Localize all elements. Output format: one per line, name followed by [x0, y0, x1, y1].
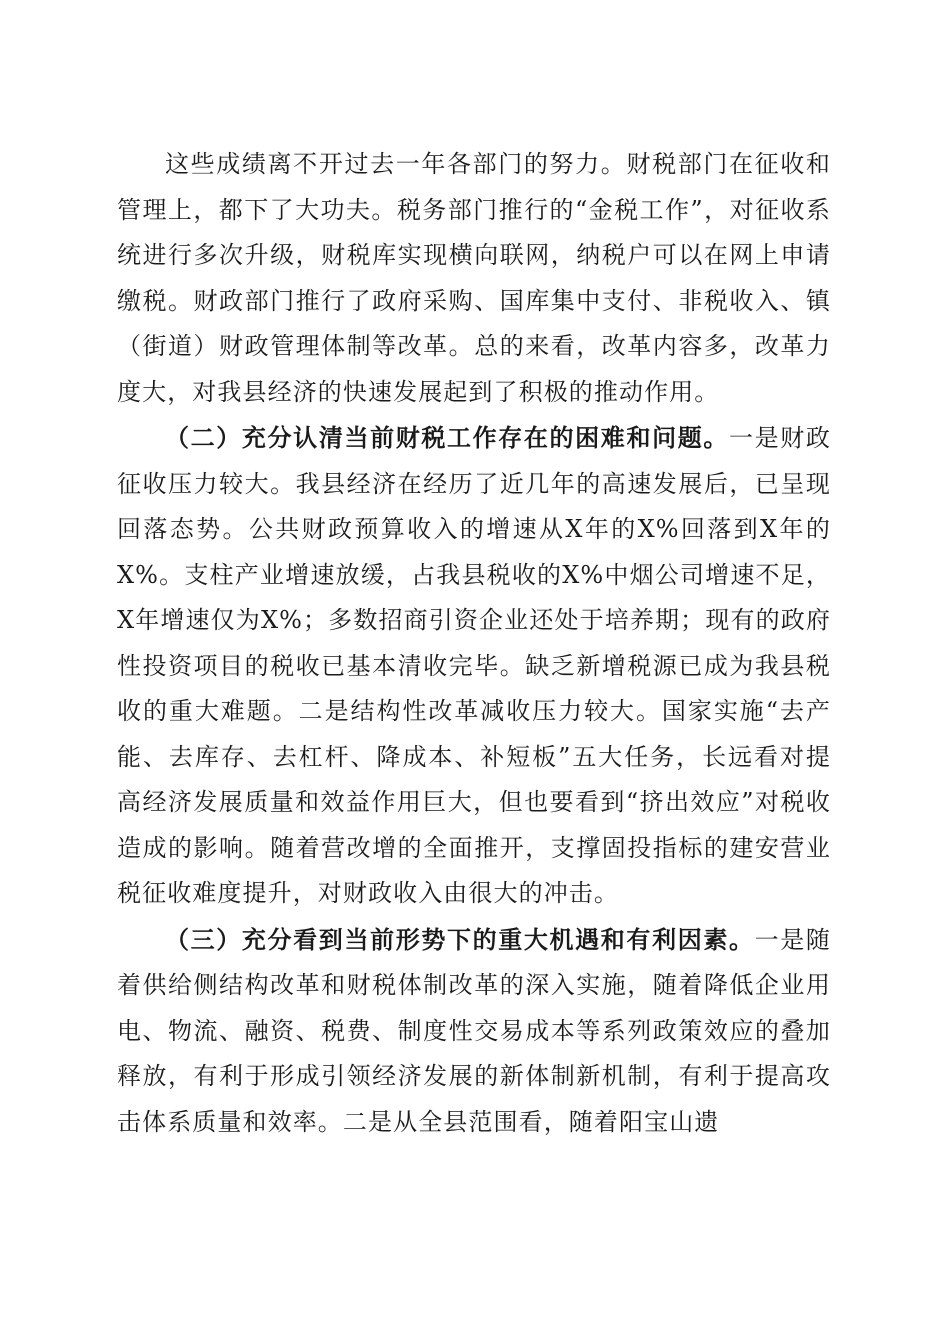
paragraph-difficulties	[117, 415, 831, 917]
paragraph-text: 这些成绩离不开过去一年各部门的努力。财税部门在征收和管理上，都下了大功夫。税务部门推行的“金税工作”，对征收系统进行多次升级，财税库实现横向联网，纳税户可以在网上申请缴税。财政部门推行了政府采购、国库集中支付、非税收入、镇（街道）财政管理体制等改革。总的来看，改革内容多，改革力度大，对我县经济的快速发展起到了积极的推动作用。	[117, 150, 831, 406]
paragraph-achievements	[117, 141, 831, 415]
paragraph-text: 一是财政征收压力较大。我县经济在经历了近几年的高速发展后，已呈现回落态势。公共财政预算收入的增速从X年的X%回落到X年的X%。支柱产业增速放缓，占我县税收的X%中烟公司增速不足，X年增速仅为X%；多数招商引资企业还处于培养期；现有的政府性投资项目的税收已基本清收完毕。缺乏新增税源已成为我县税收的重大难题。二是结构性改革减收压力较大。国家实施“去产能、去库存、去杠杆、降成本、补短板”五大任务，长远看对提高经济发展质量和效益作用巨大，但也要看到“挤出效应”对税收造成的影响。随着营改增的全面推开，支撑固投指标的建安营业税征收难度提升，对财政收入由很大的冲击。	[117, 424, 831, 907]
section-heading-2: （二）充分认清当前财税工作存在的困难和问题。	[165, 423, 729, 452]
paragraph-text: 一是随着供给侧结构改革和财税体制改革的深入实施，随着降低企业用电、物流、融资、税费、制度性交易成本等系列政策效应的叠加释放，有利于形成引领经济发展的新体制新机制，有利于提高攻击体系质量和效率。二是从全县范围看，随着阳宝山遗	[117, 925, 831, 1136]
paragraph-opportunities	[117, 917, 831, 1146]
section-heading-3: （三）充分看到当前形势下的重大机遇和有利因素。	[165, 924, 755, 954]
document-body	[117, 141, 831, 1145]
